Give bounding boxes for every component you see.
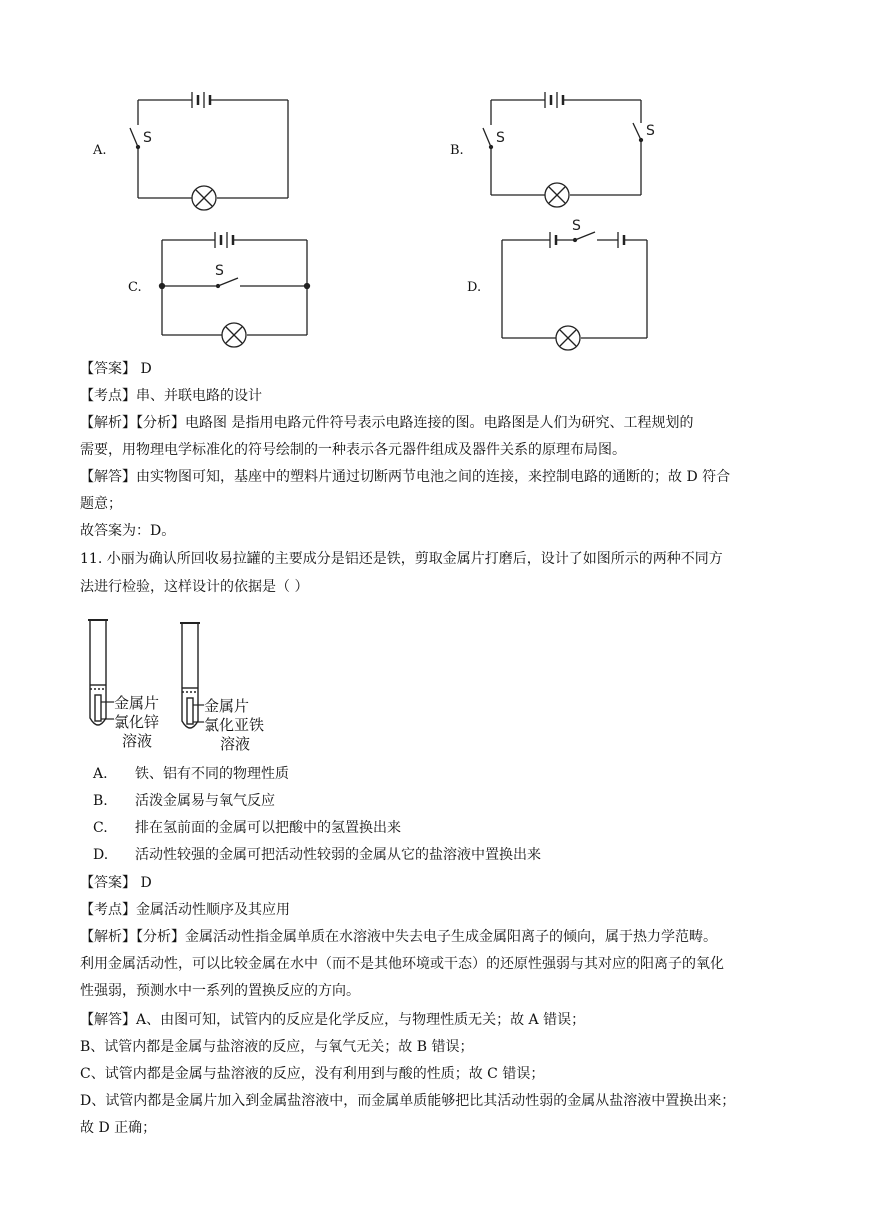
circuit-b-label: B. — [450, 143, 464, 158]
tube2-solution-label-2: 溶液 — [220, 735, 251, 753]
option-text: 活泼金属易与氧气反应 — [135, 793, 275, 809]
tube2-solution-label: 氯化亚铁 — [204, 716, 265, 734]
switch-label-b-right: S — [646, 123, 655, 139]
q11-option-a[interactable] — [93, 765, 289, 783]
test-tube-figure — [80, 615, 280, 755]
option-letter: B. — [93, 793, 108, 809]
q11-analysis-line1: 【解析】【分析】金属活动性指金属单质在水溶液中失去电子生成金属阳离子的倾向，属于热力学范畴。 — [80, 929, 717, 945]
circuit-a-label: A. — [93, 143, 107, 158]
q11-solution-b: B、试管内都是金属与盐溶液的反应，与氧气无关；故 B 错误； — [80, 1039, 474, 1055]
option-text: 排在氢前面的金属可以把酸中的氢置换出来 — [135, 820, 401, 836]
q11-option-d[interactable] — [93, 846, 541, 864]
tube1-solution-label-2: 溶液 — [122, 732, 153, 750]
q10-analysis-line1: 【解析】【分析】电路图 是指用电路元件符号表示电路连接的图。电路图是人们为研究、工程规划的 — [80, 415, 694, 431]
circuit-d-label: D. — [467, 280, 482, 295]
q11-stem-line2: 法进行检验，这样设计的依据是（ ） — [80, 579, 309, 595]
q11-solution-a: 【解答】A、由图可知，试管内的反应是化学反应，与物理性质无关；故 A 错误； — [80, 1012, 586, 1028]
option-letter: D. — [93, 847, 109, 863]
q11-solution-c: C、试管内都是金属与盐溶液的反应，没有利用到与酸的性质；故 C 错误； — [80, 1066, 545, 1082]
q11-option-c[interactable] — [93, 819, 401, 837]
switch-label-b-left: S — [496, 130, 505, 146]
q11-topic: 【考点】金属活动性顺序及其应用 — [80, 902, 290, 918]
switch-label-d: S — [572, 218, 581, 234]
q10-solution-line2: 题意； — [80, 496, 122, 512]
option-text: 铁、铝有不同的物理性质 — [135, 766, 289, 782]
q10-topic: 【考点】串、并联电路的设计 — [80, 388, 262, 404]
q11-solution-d-line2: 故 D 正确； — [80, 1120, 157, 1136]
tube1-metal-label: 金属片 — [114, 694, 160, 712]
option-letter: A. — [93, 766, 108, 782]
q11-solution-d-line1: D、试管内都是金属片加入到金属盐溶液中，而金属单质能够把比其活动性弱的金属从盐溶液中置换出来； — [80, 1093, 736, 1109]
switch-label-c: S — [215, 263, 224, 279]
switch-label-a: S — [143, 130, 152, 146]
tube2-metal-label: 金属片 — [204, 697, 250, 715]
circuit-c-label: C. — [128, 280, 142, 295]
circuit-c-diagram — [150, 225, 320, 355]
q10-conclusion: 故答案为：D。 — [80, 523, 176, 539]
option-letter: C. — [93, 820, 108, 836]
option-text: 活动性较强的金属可把活动性较弱的金属从它的盐溶液中置换出来 — [135, 847, 541, 863]
q11-analysis-line2: 利用金属活动性，可以比较金属在水中（而不是其他环境或干态）的还原性强弱与其对应的阳离子的氧化 — [80, 956, 724, 972]
q11-answer: 【答案】 D — [80, 875, 152, 891]
q11-option-b[interactable] — [93, 792, 275, 810]
q10-analysis-line2: 需要，用物理电学标准化的符号绘制的一种表示各元器件组成及器件关系的原理布局图。 — [80, 442, 626, 458]
q11-stem-line1: 11. 小丽为确认所回收易拉罐的主要成分是铝还是铁，剪取金属片打磨后，设计了如图所示的两种不同方 — [80, 551, 723, 567]
circuit-options — [0, 0, 869, 360]
circuit-b-diagram — [478, 85, 653, 215]
q10-solution-line1: 【解答】由实物图可知，基座中的塑料片通过切断两节电池之间的连接，来控制电路的通断的；故 D 符合 — [80, 469, 731, 485]
circuit-a-diagram — [125, 85, 300, 215]
q10-answer: 【答案】 D — [80, 361, 152, 377]
q11-analysis-line3: 性强弱，预测水中一系列的置换反应的方向。 — [80, 983, 360, 999]
tube1-solution-label: 氯化锌 — [114, 713, 160, 731]
circuit-d-diagram — [490, 220, 660, 355]
